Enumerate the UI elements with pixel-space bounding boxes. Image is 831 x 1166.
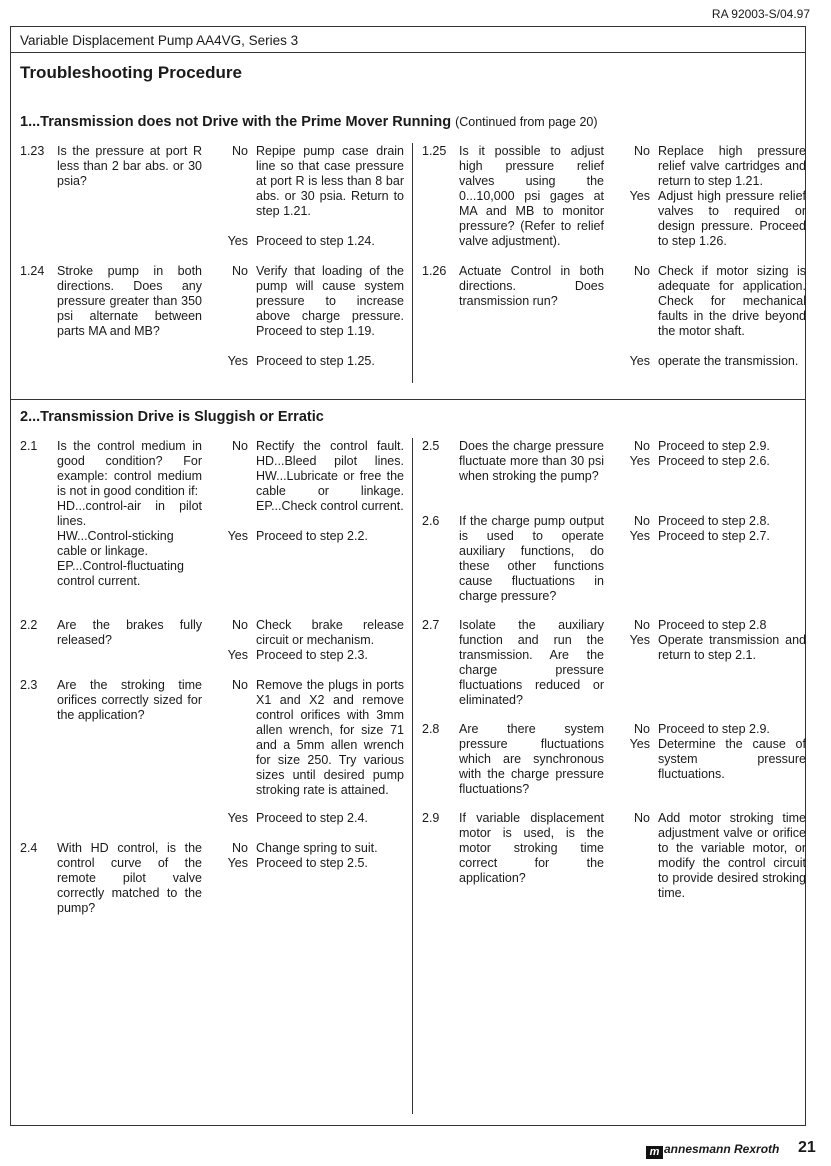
answer-no — [211, 439, 441, 514]
page-title: Troubleshooting Procedure — [20, 63, 242, 82]
step-question: Are the brakes fully released? — [57, 618, 202, 647]
answer-no — [613, 514, 831, 529]
answer-text: Proceed to step 2.2. — [256, 529, 368, 543]
answer-no — [613, 264, 831, 339]
step-number: 2.7 — [422, 618, 440, 632]
answer-key: Yes — [629, 189, 650, 203]
answer-text: Change spring to suit. — [256, 841, 378, 855]
answer-yes — [211, 648, 441, 663]
divider — [10, 52, 806, 53]
answer-text: Check if motor sizing is adequate for application. Check for mechanical faults in the drive beyond the motor shaft. — [658, 264, 806, 338]
answer-key: No — [232, 264, 248, 278]
document-reference: RA 92003-S/04.97 — [711, 7, 810, 21]
answer-key: Yes — [629, 529, 650, 543]
answer-no — [613, 722, 831, 737]
step-number: 2.8 — [422, 722, 440, 736]
section-1-title: 1...Transmission does not Drive with the Prime Mover Running — [20, 114, 452, 130]
answer-key: No — [634, 264, 650, 278]
answer-no — [613, 618, 831, 633]
answer-key: Yes — [629, 737, 650, 751]
answer-no — [613, 439, 831, 454]
step-number: 1.26 — [422, 264, 447, 278]
answer-text: Proceed to step 2.4. — [256, 811, 368, 825]
answer-key: Yes — [227, 856, 248, 870]
answer-no — [211, 841, 441, 856]
answer-no — [613, 811, 831, 901]
answer-key: No — [232, 144, 248, 158]
answer-key: No — [634, 811, 650, 825]
answer-key: Yes — [629, 354, 650, 368]
answer-key: Yes — [227, 811, 248, 825]
answer-text: Repipe pump case drain line so that case pressure at port R is less than 8 bar abs. or 30 psia. Return to step 1.21. — [256, 144, 404, 218]
step-number: 2.4 — [20, 841, 38, 855]
answer-yes — [211, 811, 441, 826]
section-2-heading: 2...Transmission Drive is Sluggish or Erratic — [20, 409, 324, 425]
answer-text: Proceed to step 2.9. — [658, 722, 770, 736]
answer-yes — [211, 354, 441, 369]
step-question: If variable displacement motor is used, is the motor stroking time correct for the application? — [459, 811, 604, 885]
answer-key: No — [634, 144, 650, 158]
step-number: 2.9 — [422, 811, 440, 825]
answer-no — [613, 144, 831, 189]
answer-key: Yes — [227, 648, 248, 662]
step-number: 1.24 — [20, 264, 45, 278]
answer-yes — [613, 529, 831, 544]
answer-yes — [613, 737, 831, 782]
step-number: 2.3 — [20, 678, 38, 692]
answer-yes — [211, 234, 441, 249]
answer-text: Proceed to step 2.8. — [658, 514, 770, 528]
answer-text: Proceed to step 1.25. — [256, 354, 375, 368]
answer-text: Add motor stroking time adjustment valve or orifice to the variable motor, or modify the control circuit to provide desired stroking time. — [658, 811, 806, 900]
step-number: 2.1 — [20, 439, 38, 453]
answer-text: Check brake release circuit or mechanism. — [256, 618, 404, 647]
answer-key: No — [232, 618, 248, 632]
step-question: Is the control medium in good condition? For example: control medium is not in good condition if: HD...control-air in pilot lines. HW...Control-sticking cable or linkage. EP...Control-fluctuating control current. — [57, 439, 202, 588]
answer-yes — [211, 529, 441, 544]
answer-key: No — [232, 841, 248, 855]
answer-key: Yes — [629, 633, 650, 647]
answer-no — [211, 618, 441, 648]
step-number: 2.6 — [422, 514, 440, 528]
answer-yes — [211, 856, 441, 871]
step-question: Is the pressure at port R less than 2 bar abs. or 30 psia? — [57, 144, 202, 188]
answer-no — [211, 144, 441, 219]
answer-text: Proceed to step 2.7. — [658, 529, 770, 543]
product-title: Variable Displacement Pump AA4VG, Series 3 — [20, 33, 299, 48]
answer-key: Yes — [227, 354, 248, 368]
step-question: Isolate the auxiliary function and run the transmission. Are the charge pressure fluctuations reduced or eliminated? — [459, 618, 604, 707]
answer-text: Proceed to step 2.5. — [256, 856, 368, 870]
step-number: 1.23 — [20, 144, 45, 158]
step-question: If the charge pump output is used to operate auxiliary functions, do these other functions cause fluctuations in charge pressure? — [459, 514, 604, 603]
answer-text: Proceed to step 2.6. — [658, 454, 770, 468]
answer-text: Replace high pressure relief valve cartridges and return to step 1.21. — [658, 144, 806, 188]
answer-yes — [613, 454, 831, 469]
answer-text: operate the transmission. — [658, 354, 799, 368]
answer-text: Determine the cause of system pressure fluctuations. — [658, 737, 806, 781]
answer-no — [211, 264, 441, 339]
step-question: Stroke pump in both directions. Does any pressure greater than 350 psi alternate between parts MA and MB? — [57, 264, 202, 338]
step-question: Are the stroking time orifices correctly sized for the application? — [57, 678, 202, 722]
step-question: With HD control, is the control curve of the remote pilot valve correctly matched to the pump? — [57, 841, 202, 915]
answer-key: No — [634, 618, 650, 632]
brand-logo — [646, 1142, 779, 1159]
step-number: 1.25 — [422, 144, 447, 158]
answer-yes — [613, 189, 831, 249]
answer-text: Rectify the control fault. HD...Bleed pilot lines. HW...Lubricate or free the cable or linkage. EP...Check control current. — [256, 439, 404, 513]
logo-mark: m — [646, 1146, 663, 1159]
brand-name: annesmann Rexroth — [664, 1142, 780, 1156]
step-question: Actuate Control in both directions. Does transmission run? — [459, 264, 604, 308]
step-number: 2.2 — [20, 618, 38, 632]
answer-text: Proceed to step 2.3. — [256, 648, 368, 662]
answer-text: Operate transmission and return to step 2.1. — [658, 633, 806, 662]
answer-key: Yes — [227, 234, 248, 248]
section-1-note: (Continued from page 20) — [455, 115, 598, 129]
answer-yes — [613, 633, 831, 663]
answer-text: Proceed to step 2.9. — [658, 439, 770, 453]
answer-yes — [613, 354, 831, 369]
answer-text: Remove the plugs in ports X1 and X2 and remove control orifices with 3mm allen wrench, for size 71 and a 5mm allen wrench for size 250. Try various sizes until desired pump stroking rate is attained. — [256, 678, 404, 797]
step-number: 2.5 — [422, 439, 440, 453]
divider — [10, 399, 806, 400]
answer-text: Verify that loading of the pump will cause system pressure to increase above charge pressure. Proceed to step 1.19. — [256, 264, 404, 338]
answer-key: No — [634, 439, 650, 453]
answer-text: Proceed to step 1.24. — [256, 234, 375, 248]
answer-key: Yes — [227, 529, 248, 543]
step-question: Does the charge pressure fluctuate more than 30 psi when stroking the pump? — [459, 439, 604, 483]
section-1-heading — [20, 114, 598, 130]
answer-key: No — [634, 722, 650, 736]
answer-text: Proceed to step 2.8 — [658, 618, 767, 632]
answer-key: No — [634, 514, 650, 528]
answer-key: Yes — [629, 454, 650, 468]
step-question: Are there system pressure fluctuations which are synchronous with the charge pressure fluctuations? — [459, 722, 604, 796]
step-question: Is it possible to adjust high pressure relief valves using the 0...10,000 psi gages at MA and MB to monitor pressure? (Refer to relief valve adjustment). — [459, 144, 604, 248]
answer-no — [211, 678, 441, 798]
answer-text: Adjust high pressure relief valves to required or design pressure. Proceed to step 1.26. — [658, 189, 806, 248]
page-number: 21 — [798, 1139, 816, 1156]
answer-key: No — [232, 439, 248, 453]
answer-key: No — [232, 678, 248, 692]
